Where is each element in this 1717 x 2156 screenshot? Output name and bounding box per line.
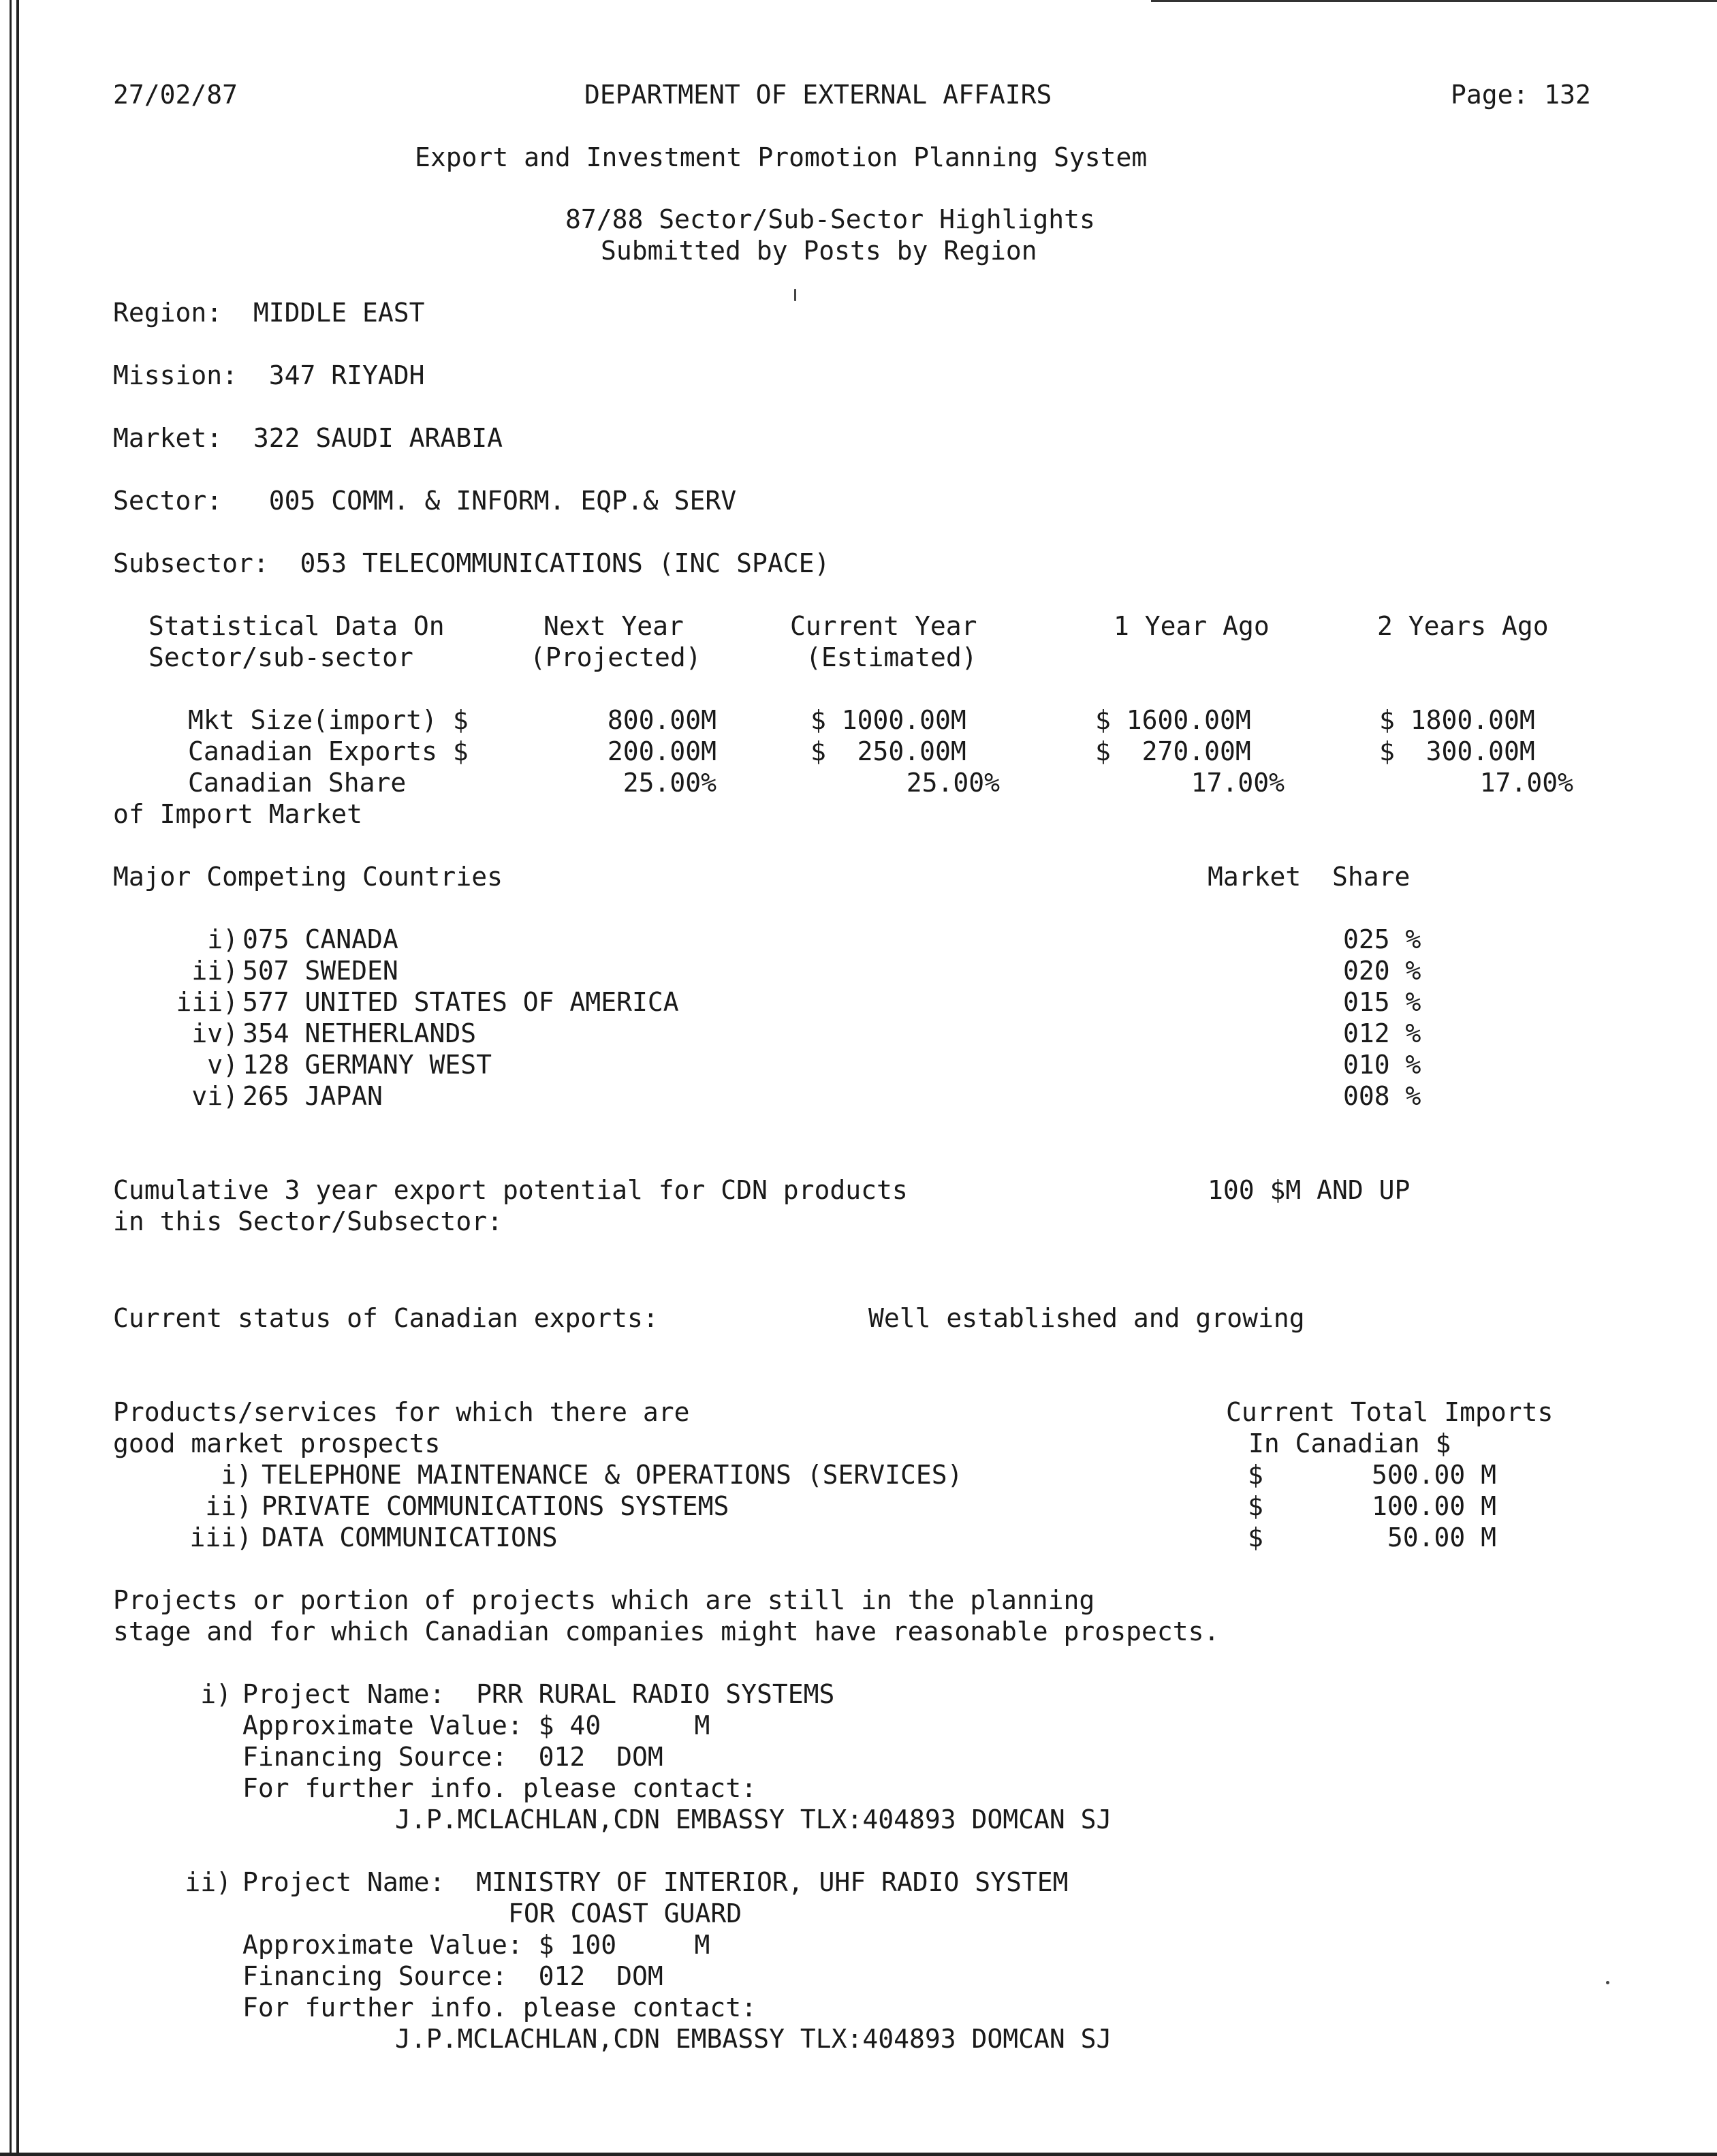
next-year-heading: Next Year: [544, 611, 684, 641]
project-contact: J.P.MCLACHLAN,CDN EMBASSY TLX:404893 DOMCAN SJ: [395, 1805, 1112, 1834]
mission-field: Mission: 347 RIYADH: [113, 360, 425, 390]
project-financing: Financing Source: 012 DOM: [242, 1961, 663, 1991]
project-value: Approximate Value: $ 40 M: [242, 1710, 710, 1740]
product-currency: $: [1248, 1491, 1263, 1521]
department-title: DEPARTMENT OF EXTERNAL AFFAIRS: [584, 80, 1052, 110]
competitor-country: 265 JAPAN: [242, 1081, 383, 1111]
product-number: ii): [205, 1491, 252, 1521]
status-label: Current status of Canadian exports:: [113, 1303, 659, 1333]
stats-label-line1: Statistical Data On: [148, 611, 445, 641]
next-year-subheading: (Projected): [530, 642, 702, 672]
projects-intro-line2: stage and for which Canadian companies might have reasonable prospects.: [113, 1616, 1220, 1646]
competitor-share: 012 %: [1343, 1018, 1421, 1048]
report-subtitle: Submitted by Posts by Region: [601, 236, 1037, 266]
page-border-left-inner: [16, 0, 19, 2156]
product-amount: 100.00 M: [1371, 1491, 1496, 1521]
stats-one-ago-value: $ 270.00M: [1095, 736, 1251, 766]
system-title: Export and Investment Promotion Planning System: [415, 142, 1148, 172]
sector-field: Sector: 005 COMM. & INFORM. EQP.& SERV: [113, 486, 737, 516]
one-year-ago-heading: 1 Year Ago: [1114, 611, 1270, 641]
stats-next-value: 800.00M: [607, 705, 716, 735]
two-years-ago-heading: 2 Years Ago: [1377, 611, 1549, 641]
project-contact-label: For further info. please contact:: [242, 1993, 757, 2022]
share-suffix: of Import Market: [113, 799, 363, 829]
report-title: 87/88 Sector/Sub-Sector Highlights: [565, 204, 1095, 234]
subsector-field: Subsector: 053 TELECOMMUNICATIONS (INC SPACE): [113, 548, 830, 578]
competitor-number: ii): [191, 956, 238, 986]
project-name: Project Name: PRR RURAL RADIO SYSTEMS: [242, 1679, 835, 1709]
page-number: Page: 132: [1451, 80, 1591, 110]
project-number: ii): [185, 1867, 232, 1897]
competitor-country: 128 GERMANY WEST: [242, 1050, 492, 1080]
product-name: PRIVATE COMMUNICATIONS SYSTEMS: [262, 1491, 729, 1521]
page-border-left: [0, 0, 12, 2156]
product-number: iii): [189, 1522, 252, 1552]
competitor-number: iii): [176, 987, 238, 1017]
scan-speck: [1606, 1981, 1609, 1984]
stats-current-value: $ 250.00M: [810, 736, 966, 766]
stats-row-label: Mkt Size(import) $: [188, 705, 469, 735]
product-name: DATA COMMUNICATIONS: [262, 1522, 558, 1552]
product-currency: $: [1248, 1522, 1263, 1552]
market-field: Market: 322 SAUDI ARABIA: [113, 423, 503, 453]
competitor-share: 008 %: [1343, 1081, 1421, 1111]
competitor-share: 025 %: [1343, 924, 1421, 954]
potential-line2: in this Sector/Subsector:: [113, 1206, 503, 1236]
competitor-share: 015 %: [1343, 987, 1421, 1017]
competitor-country: 507 SWEDEN: [242, 956, 398, 986]
stats-one-ago-value: 17.00%: [1191, 768, 1285, 798]
competitor-number: v): [207, 1050, 238, 1080]
stats-row-label: Canadian Share: [188, 768, 407, 798]
potential-value: 100 $M AND UP: [1208, 1175, 1411, 1205]
projects-intro-line1: Projects or portion of projects which are still in the planning: [113, 1585, 1095, 1615]
stats-one-ago-value: $ 1600.00M: [1095, 705, 1251, 735]
stats-next-value: 25.00%: [623, 768, 716, 798]
product-name: TELEPHONE MAINTENANCE & OPERATIONS (SERVICES): [262, 1460, 963, 1490]
imports-heading-line1: Current Total Imports: [1226, 1397, 1554, 1427]
products-heading-line2: good market prospects: [113, 1428, 441, 1458]
competitor-share: 010 %: [1343, 1050, 1421, 1080]
market-share-heading: Market Share: [1208, 862, 1411, 892]
competitors-heading: Major Competing Countries: [113, 862, 503, 892]
project-number: i): [200, 1679, 232, 1709]
report-date: 27/02/87: [113, 80, 238, 110]
page-border-top: [1151, 0, 1717, 2]
stats-current-value: 25.00%: [906, 768, 1000, 798]
stats-two-ago-value: $ 300.00M: [1379, 736, 1535, 766]
project-name-continued: FOR COAST GUARD: [508, 1899, 742, 1928]
products-heading-line1: Products/services for which there are: [113, 1397, 690, 1427]
competitor-number: vi): [191, 1081, 238, 1111]
competitor-share: 020 %: [1343, 956, 1421, 986]
current-year-subheading: (Estimated): [806, 642, 977, 672]
stats-next-value: 200.00M: [607, 736, 716, 766]
stats-row-label: Canadian Exports $: [188, 736, 469, 766]
status-value: Well established and growing: [868, 1303, 1305, 1333]
stats-two-ago-value: $ 1800.00M: [1379, 705, 1535, 735]
product-amount: 50.00 M: [1387, 1522, 1496, 1552]
page-border-bottom: [0, 2153, 1717, 2156]
potential-line1: Cumulative 3 year export potential for CDN products: [113, 1175, 908, 1205]
project-financing: Financing Source: 012 DOM: [242, 1742, 663, 1772]
stats-current-value: $ 1000.00M: [810, 705, 966, 735]
competitor-country: 577 UNITED STATES OF AMERICA: [242, 987, 679, 1017]
competitor-number: iv): [191, 1018, 238, 1048]
stats-two-ago-value: 17.00%: [1479, 768, 1573, 798]
region-field: Region: MIDDLE EAST: [113, 298, 425, 328]
project-contact-label: For further info. please contact:: [242, 1773, 757, 1803]
competitor-number: i): [207, 924, 238, 954]
competitor-country: 354 NETHERLANDS: [242, 1018, 477, 1048]
product-amount: 500.00 M: [1371, 1460, 1496, 1490]
scan-mark: [794, 289, 796, 301]
product-currency: $: [1248, 1460, 1263, 1490]
project-name: Project Name: MINISTRY OF INTERIOR, UHF RADIO SYSTEM: [242, 1867, 1069, 1897]
stats-label-line2: Sector/sub-sector: [148, 642, 413, 672]
project-contact: J.P.MCLACHLAN,CDN EMBASSY TLX:404893 DOMCAN SJ: [395, 2024, 1112, 2054]
current-year-heading: Current Year: [790, 611, 977, 641]
competitor-country: 075 CANADA: [242, 924, 398, 954]
product-number: i): [221, 1460, 252, 1490]
imports-heading-line2: In Canadian $: [1248, 1428, 1451, 1458]
project-value: Approximate Value: $ 100 M: [242, 1930, 710, 1960]
